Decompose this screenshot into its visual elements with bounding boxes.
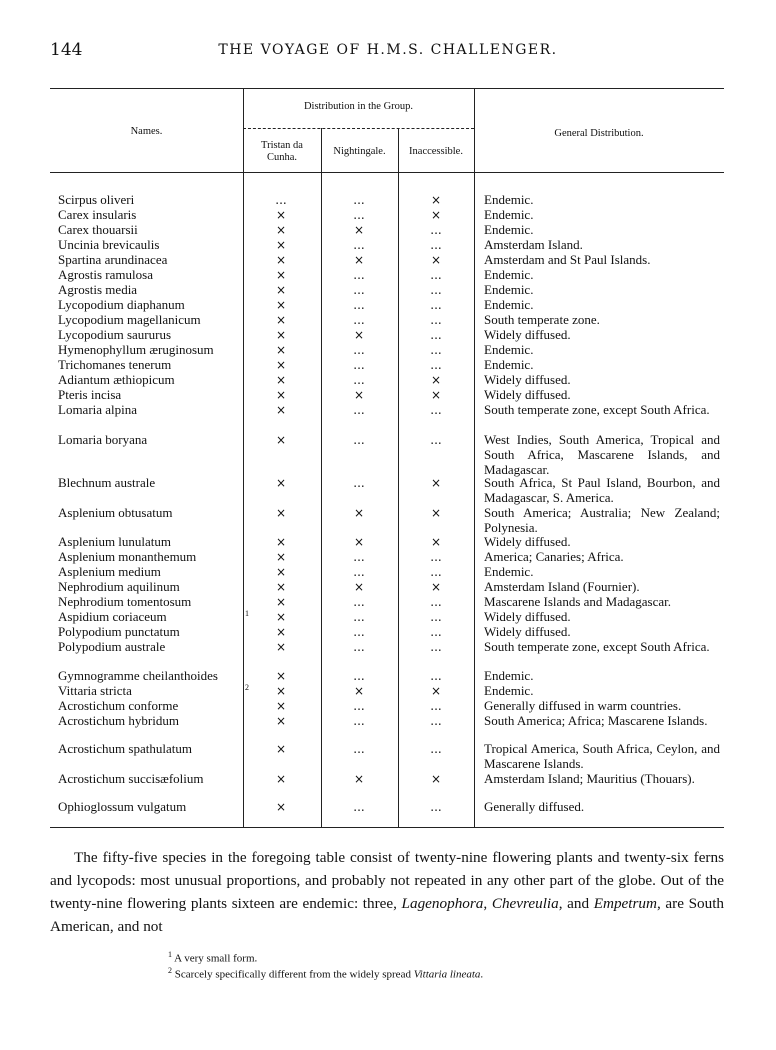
inaccessible-mark: ×	[430, 772, 442, 786]
tristan-mark: ×	[275, 328, 287, 342]
general-distribution: Endemic.	[484, 683, 534, 698]
header-inaccessible: Inaccessible.	[409, 146, 463, 157]
nightingale-mark: ...	[353, 313, 365, 327]
general-distribution: Endemic.	[484, 357, 534, 372]
general-distribution: Widely diffused.	[484, 327, 571, 342]
general-distribution: Endemic.	[484, 342, 534, 357]
species-name: Polypodium australe	[58, 640, 166, 654]
tristan-mark: ×	[275, 253, 287, 267]
inaccessible-mark: ...	[430, 343, 442, 357]
tristan-mark: ×	[275, 640, 287, 654]
species-name: Acrostichum succisæfolium	[58, 772, 204, 786]
nightingale-mark: ...	[353, 343, 365, 357]
inaccessible-mark: ...	[430, 699, 442, 713]
inaccessible-mark: ×	[430, 506, 442, 520]
species-name: Adiantum æthiopicum	[58, 373, 175, 387]
general-distribution: South temperate zone, except South Africa.	[484, 402, 710, 417]
tristan-mark: ×	[275, 238, 287, 252]
inaccessible-mark: ×	[430, 388, 442, 402]
nightingale-mark: ...	[353, 238, 365, 252]
tristan-mark: ×	[275, 580, 287, 594]
tristan-mark: ×	[275, 268, 287, 282]
species-name: Hymenophyllum æruginosum	[58, 343, 214, 357]
footnote-ref: 2	[245, 683, 249, 692]
general-distribution: Widely diffused.	[484, 534, 571, 549]
species-name: Polypodium punctatum	[58, 625, 180, 639]
tristan-mark: ×	[275, 800, 287, 814]
general-distribution: Amsterdam Island.	[484, 237, 583, 252]
general-distribution: Amsterdam Island; Mauritius (Thouars).	[484, 771, 695, 786]
nightingale-mark: ...	[353, 610, 365, 624]
inaccessible-mark: ×	[430, 476, 442, 490]
header-distribution-group: Distribution in the Group.	[303, 101, 414, 112]
general-distribution: Generally diffused in warm countries.	[484, 698, 682, 713]
tristan-mark: ×	[275, 283, 287, 297]
nightingale-mark: ×	[353, 388, 365, 402]
inaccessible-mark: ...	[430, 714, 442, 728]
inaccessible-mark: ×	[430, 193, 442, 207]
tristan-mark: ×	[275, 476, 287, 490]
general-distribution: Endemic.	[484, 207, 534, 222]
species-name: Asplenium medium	[58, 565, 161, 579]
tristan-mark: ×	[275, 610, 287, 624]
species-name: Acrostichum spathulatum	[58, 742, 192, 756]
tristan-mark: ×	[275, 684, 287, 698]
species-name: Agrostis media	[58, 283, 138, 297]
footnote-2: $^2$ Scarcely specifically different from the widely spread Vittaria lineata.	[168, 966, 484, 981]
species-name: Spartina arundinacea	[58, 253, 168, 267]
inaccessible-mark: ×	[430, 535, 442, 549]
species-table	[50, 88, 724, 828]
tristan-mark: ×	[275, 714, 287, 728]
general-distribution: Mascarene Islands and Madagascar.	[484, 594, 671, 609]
inaccessible-mark: ...	[430, 800, 442, 814]
nightingale-mark: ...	[353, 714, 365, 728]
page-number: 144	[50, 40, 83, 60]
species-name: Asplenium lunulatum	[58, 535, 172, 549]
inaccessible-mark: ...	[430, 298, 442, 312]
species-name: Trichomanes tenerum	[58, 358, 172, 372]
species-name: Carex thouarsii	[58, 223, 138, 237]
footnote-ref: 1	[245, 609, 249, 618]
species-name: Acrostichum conforme	[58, 699, 179, 713]
nightingale-mark: ...	[353, 433, 365, 447]
inaccessible-mark: ...	[430, 565, 442, 579]
inaccessible-mark: ×	[430, 684, 442, 698]
species-name: Blechnum australe	[58, 476, 156, 490]
general-distribution: Tropical America, South Africa, Ceylon, and Mascarene Islands.	[484, 741, 720, 771]
header-names: Names.	[130, 126, 163, 137]
nightingale-mark: ...	[353, 373, 365, 387]
species-name: Asplenium obtusatum	[58, 506, 173, 520]
tristan-mark: ×	[275, 742, 287, 756]
general-distribution: South temperate zone, except South Africa.	[484, 639, 710, 654]
general-distribution: Amsterdam and St Paul Islands.	[484, 252, 651, 267]
tristan-mark: ×	[275, 595, 287, 609]
tristan-mark: ×	[275, 358, 287, 372]
species-name: Lomaria boryana	[58, 433, 148, 447]
inaccessible-mark: ×	[430, 208, 442, 222]
tristan-mark: ×	[275, 625, 287, 639]
inaccessible-mark: ...	[430, 238, 442, 252]
nightingale-mark: ...	[353, 403, 365, 417]
inaccessible-mark: ...	[430, 223, 442, 237]
species-name: Lycopodium diaphanum	[58, 298, 185, 312]
nightingale-mark: ...	[353, 193, 365, 207]
tristan-mark: ×	[275, 223, 287, 237]
species-name: Agrostis ramulosa	[58, 268, 153, 282]
nightingale-mark: ×	[353, 253, 365, 267]
inaccessible-mark: ...	[430, 433, 442, 447]
footnote-1: $^1$ A very small form.	[168, 950, 258, 965]
nightingale-mark: ×	[353, 535, 365, 549]
general-distribution: Widely diffused.	[484, 372, 571, 387]
species-name: Scirpus oliveri	[58, 193, 135, 207]
tristan-mark: ×	[275, 403, 287, 417]
inaccessible-mark: ...	[430, 358, 442, 372]
nightingale-mark: ...	[353, 699, 365, 713]
nightingale-mark: ...	[353, 550, 365, 564]
tristan-mark: ×	[275, 388, 287, 402]
nightingale-mark: ...	[353, 298, 365, 312]
nightingale-mark: ×	[353, 506, 365, 520]
general-distribution: Endemic.	[484, 668, 534, 683]
tristan-mark: ×	[275, 550, 287, 564]
general-distribution: Endemic.	[484, 297, 534, 312]
tristan-mark: ×	[275, 313, 287, 327]
general-distribution: South America; Africa; Mascarene Islands.	[484, 713, 708, 728]
tristan-mark: ...	[275, 193, 287, 207]
nightingale-mark: ...	[353, 476, 365, 490]
nightingale-mark: ×	[353, 684, 365, 698]
tristan-mark: ×	[275, 535, 287, 549]
header-general-distribution: General Distribution.	[554, 128, 644, 139]
nightingale-mark: ...	[353, 742, 365, 756]
species-name: Asplenium monanthemum	[58, 550, 197, 564]
inaccessible-mark: ...	[430, 742, 442, 756]
nightingale-mark: ×	[353, 328, 365, 342]
inaccessible-mark: ...	[430, 669, 442, 683]
species-name: Uncinia brevicaulis	[58, 238, 160, 252]
page-header	[0, 40, 776, 66]
inaccessible-mark: ...	[430, 595, 442, 609]
species-name: Lycopodium saururus	[58, 328, 172, 342]
running-head: THE VOYAGE OF H.M.S. CHALLENGER.	[218, 42, 558, 58]
nightingale-mark: ...	[353, 208, 365, 222]
species-name: Carex insularis	[58, 208, 137, 222]
inaccessible-mark: ...	[430, 550, 442, 564]
general-distribution: Endemic.	[484, 564, 534, 579]
species-name: Ophioglossum vulgatum	[58, 800, 187, 814]
inaccessible-mark: ...	[430, 610, 442, 624]
species-name: Lycopodium magellanicum	[58, 313, 201, 327]
nightingale-mark: ×	[353, 580, 365, 594]
tristan-mark: ×	[275, 669, 287, 683]
nightingale-mark: ×	[353, 223, 365, 237]
general-distribution: Endemic.	[484, 192, 534, 207]
species-name: Gymnogramme cheilanthoides	[58, 669, 218, 683]
inaccessible-mark: ...	[430, 313, 442, 327]
inaccessible-mark: ...	[430, 283, 442, 297]
tristan-mark: ×	[275, 506, 287, 520]
general-distribution: Widely diffused.	[484, 609, 571, 624]
species-name: Acrostichum hybridum	[58, 714, 179, 728]
species-name: Vittaria stricta	[58, 684, 132, 698]
species-name: Nephrodium tomentosum	[58, 595, 192, 609]
species-name: Aspidium coriaceum	[58, 610, 167, 624]
nightingale-mark: ...	[353, 283, 365, 297]
inaccessible-mark: ×	[430, 253, 442, 267]
general-distribution: South temperate zone.	[484, 312, 600, 327]
general-distribution: Endemic.	[484, 267, 534, 282]
tristan-mark: ×	[275, 343, 287, 357]
nightingale-mark: ...	[353, 625, 365, 639]
general-distribution: America; Canaries; Africa.	[484, 549, 624, 564]
species-name: Nephrodium aquilinum	[58, 580, 180, 594]
header-nightingale: Nightingale.	[333, 146, 386, 157]
general-distribution: Widely diffused.	[484, 387, 571, 402]
inaccessible-mark: ×	[430, 373, 442, 387]
inaccessible-mark: ...	[430, 625, 442, 639]
species-name: Pteris incisa	[58, 388, 122, 402]
tristan-mark: ×	[275, 373, 287, 387]
general-distribution: Amsterdam Island (Fournier).	[484, 579, 640, 594]
body-paragraph: The fifty-five species in the foregoing table consist of twenty-nine flowering plants and twenty-six ferns and lycopods: most unusual proportions, and probably not repeated in any other part of the globe. Out of the twenty-nine flowering plants sixteen are endemic: three, Lagenophora, Chevreulia, and Empetrum, are South American, and not	[50, 849, 725, 935]
general-distribution: West Indies, South America, Tropical and South Africa, Mascarene Islands, and Madagascar.	[484, 432, 720, 477]
nightingale-mark: ...	[353, 565, 365, 579]
nightingale-mark: ×	[353, 772, 365, 786]
general-distribution: Endemic.	[484, 222, 534, 237]
nightingale-mark: ...	[353, 268, 365, 282]
inaccessible-mark: ...	[430, 403, 442, 417]
species-name: Lomaria alpina	[58, 403, 138, 417]
header-tristan: Tristan da Cunha.	[261, 140, 303, 163]
inaccessible-mark: ...	[430, 328, 442, 342]
general-distribution: Widely diffused.	[484, 624, 571, 639]
tristan-mark: ×	[275, 433, 287, 447]
tristan-mark: ×	[275, 772, 287, 786]
nightingale-mark: ...	[353, 595, 365, 609]
general-distribution: South Africa, St Paul Island, Bourbon, and Madagascar, S. America.	[484, 475, 720, 505]
nightingale-mark: ...	[353, 669, 365, 683]
inaccessible-mark: ...	[430, 268, 442, 282]
nightingale-mark: ...	[353, 640, 365, 654]
tristan-mark: ×	[275, 565, 287, 579]
nightingale-mark: ...	[353, 800, 365, 814]
inaccessible-mark: ×	[430, 580, 442, 594]
tristan-mark: ×	[275, 208, 287, 222]
general-distribution: Endemic.	[484, 282, 534, 297]
tristan-mark: ×	[275, 699, 287, 713]
inaccessible-mark: ...	[430, 640, 442, 654]
tristan-mark: ×	[275, 298, 287, 312]
nightingale-mark: ...	[353, 358, 365, 372]
general-distribution: South America; Australia; New Zealand; Polynesia.	[484, 505, 720, 535]
general-distribution: Generally diffused.	[484, 799, 585, 814]
